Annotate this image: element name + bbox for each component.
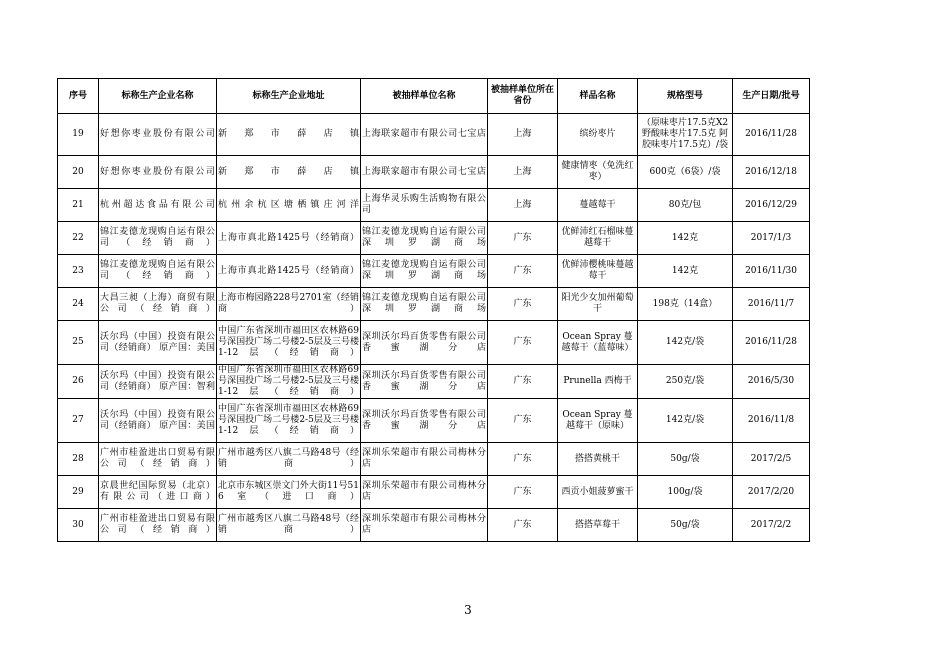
cell-spec: 50g/袋 (638, 509, 733, 542)
cell-maker-name: 好想你枣业股份有限公司 (99, 156, 217, 189)
header-production-date: 生产日期/批号 (733, 79, 810, 114)
cell-sampled-unit: 深圳沃尔玛百货零售有限公司香蜜湖分店 (361, 321, 488, 365)
cell-sampled-province: 广东 (488, 443, 558, 476)
table-row (58, 476, 810, 509)
cell-production-date: 2016/12/18 (733, 156, 810, 189)
cell-maker-name: 沃尔玛（中国）投资有限公司（经销商） 原产国：智利 (99, 365, 217, 399)
header-spec: 规格型号 (638, 79, 733, 114)
header-row (58, 79, 810, 114)
table-row (58, 365, 810, 399)
header-serial-no: 序号 (58, 79, 99, 114)
cell-spec: 50g/袋 (638, 443, 733, 476)
cell-sampled-unit: 深圳乐荣超市有限公司梅林分店 (361, 509, 488, 542)
cell-serial-no: 29 (58, 476, 99, 509)
cell-serial-no: 25 (58, 321, 99, 365)
cell-serial-no: 20 (58, 156, 99, 189)
cell-maker-name: 沃尔玛（中国）投资有限公司（经销商） 原产国：美国 (99, 321, 217, 365)
table-row (58, 399, 810, 443)
cell-sampled-province: 上海 (488, 156, 558, 189)
table-row (58, 443, 810, 476)
header-sampled-unit: 被抽样单位名称 (361, 79, 488, 114)
table-row (58, 189, 810, 222)
cell-sampled-province: 广东 (488, 476, 558, 509)
cell-sampled-province: 上海 (488, 189, 558, 222)
table-row (58, 222, 810, 255)
cell-maker-address: 北京市东城区崇文门外大街11号516室（进口商） (217, 476, 361, 509)
cell-production-date: 2017/2/2 (733, 509, 810, 542)
cell-serial-no: 24 (58, 288, 99, 321)
cell-maker-address: 中国广东省深圳市福田区农林路69号深国投广场二号楼2-5层及三号楼1-12层（经销商） (218, 365, 359, 397)
cell-sampled-unit: 上海联家超市有限公司七宝店 (361, 156, 488, 189)
cell-sampled-unit: 锦江麦德龙现购自运有限公司深圳罗湖商场 (361, 288, 488, 321)
cell-production-date: 2017/1/3 (733, 222, 810, 255)
header-sample-name: 样品名称 (558, 79, 638, 114)
cell-sample-name: 搭搭草莓干 (558, 509, 638, 542)
cell-sampled-unit: 深圳乐荣超市有限公司梅林分店 (361, 443, 488, 476)
page-number: 3 (464, 603, 472, 617)
cell-production-date: 2017/2/5 (733, 443, 810, 476)
cell-spec: 250克/袋 (638, 365, 733, 399)
cell-sampled-unit: 锦江麦德龙现购自运有限公司深圳罗湖商场 (361, 222, 488, 255)
cell-maker-address: 广州市越秀区八旗二马路48号（经销商） (217, 443, 361, 476)
cell-maker-name: 广州市桂盈进出口贸易有限公司（经销商） (99, 443, 217, 476)
cell-production-date: 2017/2/20 (733, 476, 810, 509)
cell-serial-no: 23 (58, 255, 99, 288)
cell-spec: 600克（6袋）/袋 (638, 156, 733, 189)
cell-maker-address: 上海市真北路1425号（经销商） (217, 222, 361, 255)
cell-production-date: 2016/12/29 (733, 189, 810, 222)
cell-serial-no: 22 (58, 222, 99, 255)
cell-spec: 142克 (638, 222, 733, 255)
cell-maker-name: 好想你枣业股份有限公司 (99, 114, 217, 156)
cell-serial-no: 19 (58, 114, 99, 156)
cell-sampled-unit: 深圳沃尔玛百货零售有限公司香蜜湖分店 (361, 365, 488, 399)
cell-spec: 80克/包 (638, 189, 733, 222)
cell-maker-address: 中国广东省深圳市福田区农林路69号深国投广场二号楼2-5层及三号楼1-12层（经销商） (217, 399, 361, 443)
cell-production-date: 2016/11/8 (733, 399, 810, 443)
header-maker-address: 标称生产企业地址 (217, 79, 361, 114)
cell-maker-name: 大昌三昶（上海）商贸有限公司（经销商） (99, 288, 217, 321)
cell-sampled-unit: 锦江麦德龙现购自运有限公司深圳罗湖商场 (361, 255, 488, 288)
table-row (58, 255, 810, 288)
cell-sampled-unit: 上海联家超市有限公司七宝店 (361, 114, 488, 156)
cell-spec: 142克 (638, 255, 733, 288)
cell-sampled-province: 广东 (488, 365, 558, 399)
cell-maker-address: 广州市越秀区八旗二马路48号（经销商） (217, 509, 361, 542)
cell-maker-name: 锦江麦德龙现购自运有限公司（经销商） (99, 255, 217, 288)
cell-sampled-province: 广东 (488, 255, 558, 288)
table-row (58, 114, 810, 156)
cell-maker-name: 广州市桂盈进出口贸易有限公司（经销商） (99, 509, 217, 542)
cell-spec: 100g/袋 (638, 476, 733, 509)
cell-production-date: 2016/11/28 (733, 114, 810, 156)
cell-maker-name: 锦江麦德龙现购自运有限公司（经销商） (99, 222, 217, 255)
cell-production-date: 2016/5/30 (733, 365, 810, 399)
cell-spec: （原味枣片17.5克X2 野酸味枣片17.5克 阿胶味枣片17.5克）/袋 (638, 114, 733, 156)
cell-sample-name: Ocean Spray 蔓越莓干（蓝莓味） (558, 321, 638, 365)
cell-sample-name: 优鲜沛红石榴味蔓越莓干 (558, 222, 638, 255)
table-body (58, 114, 810, 542)
cell-maker-address: 中国广东省深圳市福田区农林路69号深国投广场二号楼2-5层及三号楼1-12层（经销商） (217, 321, 361, 365)
cell-serial-no: 26 (58, 365, 99, 399)
table-row (58, 288, 810, 321)
cell-maker-name: 京晨世纪国际贸易（北京）有限公司（进口商） (99, 476, 217, 509)
cell-sample-name: 搭搭黄桃干 (558, 443, 638, 476)
cell-sampled-province: 广东 (488, 321, 558, 365)
cell-maker-address: 新郑市薛店镇 (217, 156, 361, 189)
cell-serial-no: 21 (58, 189, 99, 222)
cell-sample-name: Prunella 西梅干 (558, 365, 638, 399)
cell-sample-name: 健康情枣（免洗红枣） (558, 156, 638, 189)
cell-sample-name: 蔓越莓干 (558, 189, 638, 222)
header-sampled-province: 被抽样单位所在省份 (488, 79, 558, 114)
cell-sampled-unit: 深圳乐荣超市有限公司梅林分店 (361, 476, 488, 509)
header-maker-name: 标称生产企业名称 (99, 79, 217, 114)
cell-spec: 142克/袋 (638, 321, 733, 365)
cell-maker-address: 新郑市薛店镇 (217, 114, 361, 156)
cell-serial-no: 27 (58, 399, 99, 443)
cell-maker-address: 上海市梅园路228号2701室（经销商） (217, 288, 361, 321)
cell-sampled-province: 广东 (488, 399, 558, 443)
cell-sampled-province: 广东 (488, 222, 558, 255)
table-row (58, 509, 810, 542)
cell-sample-name: 西贡小姐菠萝蜜干 (558, 476, 638, 509)
cell-serial-no: 28 (58, 443, 99, 476)
cell-production-date: 2016/11/30 (733, 255, 810, 288)
cell-sample-name: Ocean Spray 蔓越莓干（原味） (558, 399, 638, 443)
cell-production-date: 2016/11/7 (733, 288, 810, 321)
cell-sampled-unit: 上海华灵乐购生活购物有限公司 (361, 189, 488, 222)
table-row (58, 156, 810, 189)
cell-sampled-unit: 深圳沃尔玛百货零售有限公司香蜜湖分店 (361, 399, 488, 443)
cell-serial-no: 30 (58, 509, 99, 542)
cell-maker-name: 沃尔玛（中国）投资有限公司（经销商） 原产国：美国 (99, 399, 217, 443)
cell-maker-address: 上海市真北路1425号（经销商） (217, 255, 361, 288)
cell-maker-address: 杭州余杭区塘栖镇庄河洋 (217, 189, 361, 222)
cell-production-date: 2016/11/28 (733, 321, 810, 365)
sampling-results-table (57, 78, 810, 542)
cell-sample-name: 优鲜沛樱桃味蔓越莓干 (558, 255, 638, 288)
cell-sampled-province: 广东 (488, 288, 558, 321)
cell-spec: 198克（14盒） (638, 288, 733, 321)
cell-spec: 142克/袋 (638, 399, 733, 443)
cell-sample-name: 阳光少女加州葡萄干 (558, 288, 638, 321)
cell-sample-name: 缤纷枣片 (558, 114, 638, 156)
cell-sampled-province: 上海 (488, 114, 558, 156)
cell-maker-name: 杭州超达食品有限公司 (99, 189, 217, 222)
table-row (58, 321, 810, 365)
cell-sampled-province: 广东 (488, 509, 558, 542)
